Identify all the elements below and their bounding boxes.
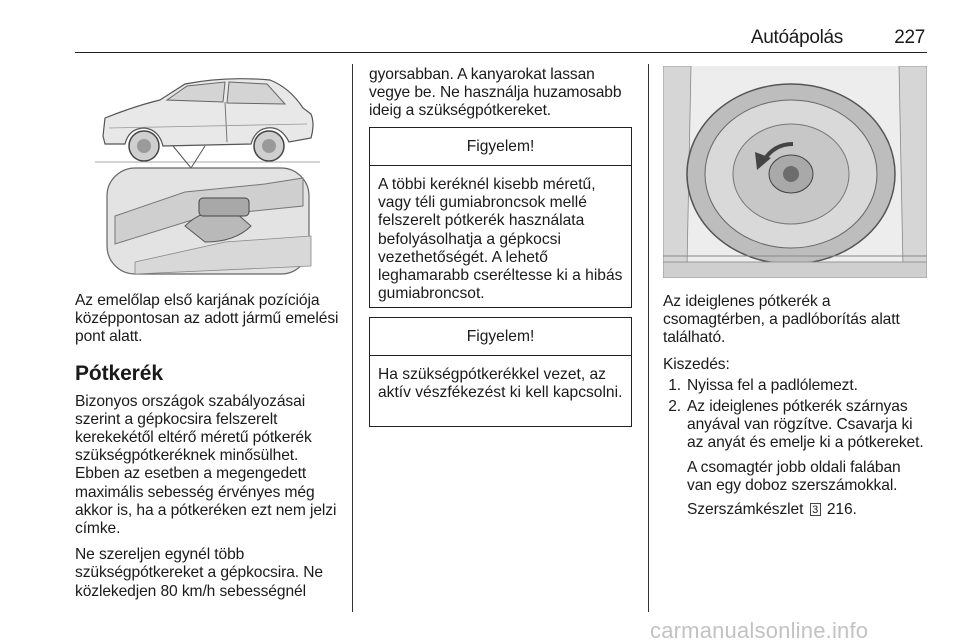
header-rule xyxy=(75,52,927,53)
step-text: Az ideiglenes pótkerék szárnyas anyával van rögzítve. Csavarja ki az anyát és emelje ki a pótkereket. xyxy=(687,398,924,452)
paragraph-continuation: gyorsabban. A kanyarokat lassan vegye be. Ne használja huzamosabb ideig a szükségpótkereket. xyxy=(369,66,622,120)
warning-body-1: A többi keréknél kisebb méretű, vagy téli gumiabroncsok mellé felszerelt pótkerék használata befolyásolhatja a gépkocsi vezethetőségét. A lehető leghamarabb cseréltesse ki a hibás gumiabroncsot. xyxy=(378,176,623,303)
car-jack-illustration xyxy=(75,66,340,276)
note-tool-kit-reference xyxy=(663,501,927,519)
step-1 xyxy=(663,377,927,395)
right-column xyxy=(663,293,927,525)
reference-arrow-icon: 3 xyxy=(810,503,821,516)
figure-caption-jack: Az emelőlap első karjának pozíciója középpontosan az adott jármű emelési pont alatt. xyxy=(75,292,339,346)
warning-box-1 xyxy=(369,127,632,308)
spare-wheel-illustration xyxy=(663,66,927,278)
warning-box-2 xyxy=(369,317,632,427)
step-number: 2. xyxy=(668,398,681,416)
section-title: Autóápolás xyxy=(750,27,843,48)
paragraph-spare-wheel-regulations: Bizonyos országok szabályozásai szerint a gépkocsira felszerelt kerekekétől eltérő méretű pótkerék szükségpótkeréknek minősülhet. Ebben az esetben a megengedett maximális sebesség érvényes még akkor is, ha a pótkeréken ezt nem jelzi címke. xyxy=(75,392,337,538)
warning-title-2: Figyelem! xyxy=(370,318,631,356)
column-divider-left xyxy=(352,64,353,612)
page-number: 227 xyxy=(894,27,925,48)
page-header xyxy=(75,27,927,53)
step-number: 1. xyxy=(668,376,681,394)
warning-body-2: Ha szükségpótkerékkel vezet, az aktív vészfékezést ki kell kapcsolni. xyxy=(378,366,623,402)
section-heading-spare-wheel: Pótkerék xyxy=(75,361,163,385)
removal-label: Kiszedés: xyxy=(663,355,730,373)
step-2 xyxy=(663,398,927,453)
step-text: Nyissa fel a padlólemezt. xyxy=(687,376,858,394)
reference-page-link[interactable]: 216. xyxy=(826,501,857,519)
paragraph-speed-limit: Ne szereljen egynél több szükségpótkereket a gépkocsira. Ne közlekedjen 80 km/h sebességnél xyxy=(75,546,323,600)
warning-title-1: Figyelem! xyxy=(370,128,631,166)
left-column xyxy=(75,292,345,609)
note-tool-box: A csomagtér jobb oldali falában van egy doboz szerszámokkal. xyxy=(687,458,901,494)
figure-caption-spare-wheel: Az ideiglenes pótkerék a csomagtérben, a padlóborítás alatt található. xyxy=(663,293,900,347)
column-divider-right xyxy=(648,64,649,612)
watermark-text: carmanualsonline.info xyxy=(650,618,869,642)
tool-kit-label: Szerszámkészlet xyxy=(687,501,804,519)
